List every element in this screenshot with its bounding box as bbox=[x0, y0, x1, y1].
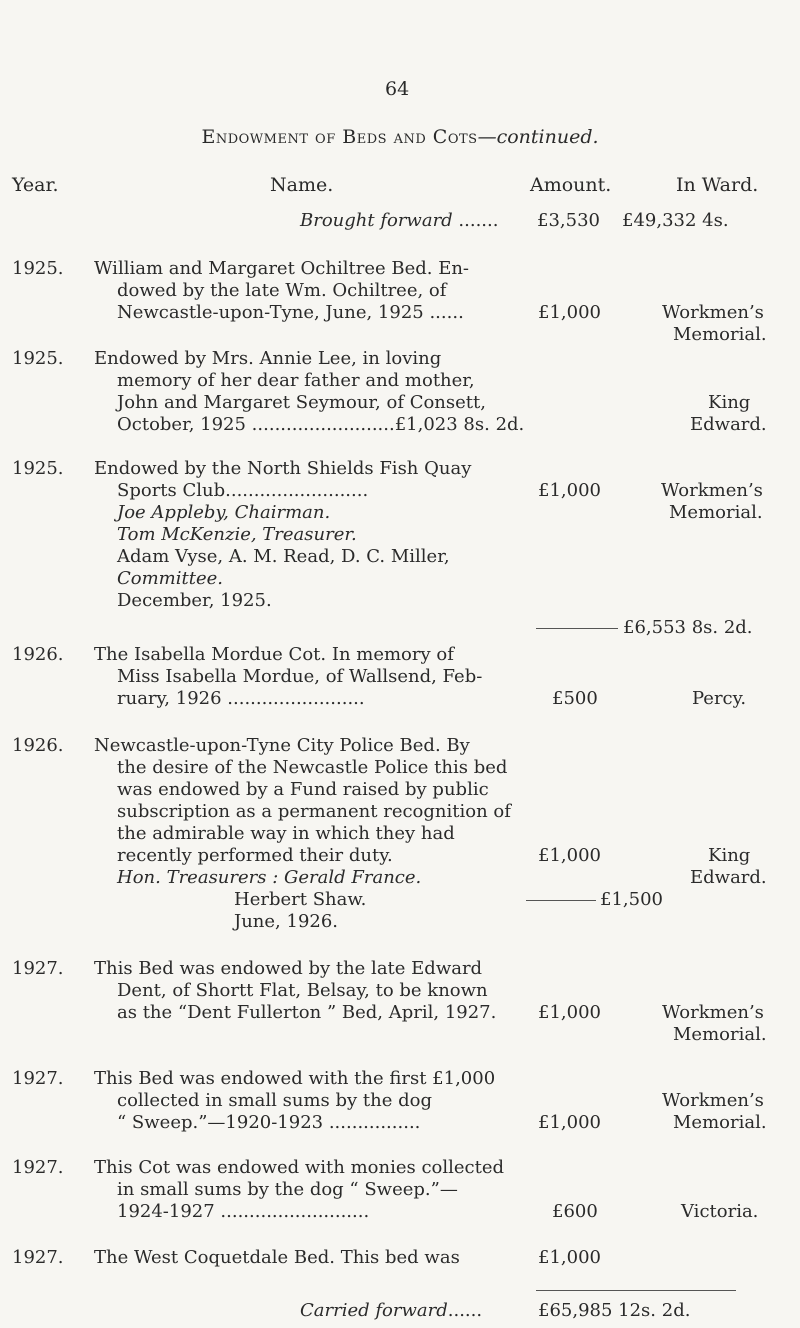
title-continued: —continued. bbox=[477, 126, 599, 148]
entry-ward: Workmen’s bbox=[661, 480, 763, 501]
entry-ward: Edward. bbox=[690, 867, 767, 888]
column-header-name: Name. bbox=[270, 174, 334, 196]
entry-amount: £1,000 bbox=[538, 845, 601, 866]
entry-description-line: ruary, 1926 ........................ bbox=[117, 688, 365, 709]
entry-description-line: the desire of the Newcastle Police this bed bbox=[117, 757, 508, 778]
carried-forward-total: £65,985 12s. 2d. bbox=[538, 1300, 691, 1321]
entry-ward: Workmen’s bbox=[662, 1090, 764, 1111]
entry-description-line: in small sums by the dog “ Sweep.”— bbox=[117, 1179, 458, 1200]
entry-description-line: Hon. Treasurers : Gerald France. bbox=[117, 867, 422, 888]
entry-description-line: Committee. bbox=[117, 568, 223, 589]
entry-description-line: Sports Club......................... bbox=[117, 480, 369, 501]
entry-description-line: June, 1926. bbox=[234, 911, 339, 932]
entry-description-line: 1924-1927 .......................... bbox=[117, 1201, 370, 1222]
entry-year: 1927. bbox=[12, 958, 64, 979]
entry-description-line: John and Margaret Seymour, of Consett, bbox=[117, 392, 486, 413]
entry-description-line: Endowed by Mrs. Annie Lee, in loving bbox=[94, 348, 442, 369]
brought-forward-label: Brought forward bbox=[300, 210, 453, 231]
entry-description-line: Newcastle-upon-Tyne, June, 1925 ...... bbox=[117, 302, 464, 323]
entry-year: 1925. bbox=[12, 348, 64, 369]
entry-ward: King bbox=[708, 392, 751, 413]
entry-ward: Workmen’s bbox=[662, 302, 764, 323]
entry-ward: King bbox=[708, 845, 751, 866]
entry-description-line: Adam Vyse, A. M. Read, D. C. Miller, bbox=[117, 546, 450, 567]
entry-description-line: This Bed was endowed with the first £1,000 bbox=[94, 1068, 496, 1089]
entry-description-line: William and Margaret Ochiltree Bed. En- bbox=[94, 258, 470, 279]
column-header-year: Year. bbox=[12, 174, 59, 196]
subtotal-rule bbox=[536, 628, 618, 629]
entry-subtotal: £1,500 bbox=[600, 889, 663, 910]
brought-forward-leader: ....... bbox=[452, 210, 499, 231]
entry-description-line: December, 1925. bbox=[117, 590, 272, 611]
entry-year: 1927. bbox=[12, 1247, 64, 1268]
entry-description-line: was endowed by a Fund raised by public bbox=[117, 779, 489, 800]
entry-description-line: Joe Appleby, Chairman. bbox=[117, 502, 331, 523]
subtotal-rule bbox=[526, 900, 596, 901]
entry-description-line: October, 1925 .........................£1,023 8s. 2d. bbox=[117, 414, 525, 435]
entry-ward: Memorial. bbox=[673, 324, 767, 345]
entry-description-line: Herbert Shaw. bbox=[234, 889, 367, 910]
entry-ward: Memorial. bbox=[669, 502, 763, 523]
entry-description-line: This Bed was endowed by the late Edward bbox=[94, 958, 483, 979]
entry-amount: £1,000 bbox=[538, 302, 601, 323]
entry-description-line: “ Sweep.”—1920-1923 ................ bbox=[117, 1112, 421, 1133]
entry-description-line: dowed by the late Wm. Ochiltree, of bbox=[117, 280, 447, 301]
entry-ward: Percy. bbox=[692, 688, 747, 709]
entry-amount: £1,000 bbox=[538, 1112, 601, 1133]
entry-amount: £600 bbox=[552, 1201, 598, 1222]
entry-description-line: the admirable way in which they had bbox=[117, 823, 455, 844]
entry-description-line: memory of her dear father and mother, bbox=[117, 370, 475, 391]
entry-description-line: Endowed by the North Shields Fish Quay bbox=[94, 458, 472, 479]
entry-description-line: Newcastle-upon-Tyne City Police Bed. By bbox=[94, 735, 470, 756]
entry-description-line: recently performed their duty. bbox=[117, 845, 393, 866]
carried-forward-leader: ...... bbox=[447, 1300, 483, 1321]
entry-ward: Edward. bbox=[690, 414, 767, 435]
page-title bbox=[0, 126, 800, 148]
brought-forward-total: £49,332 4s. bbox=[622, 210, 729, 231]
entry-ward: Memorial. bbox=[673, 1112, 767, 1133]
entry-year: 1926. bbox=[12, 735, 64, 756]
entry-description-line: Dent, of Shortt Flat, Belsay, to be known bbox=[117, 980, 488, 1001]
entry-ward: Victoria. bbox=[681, 1201, 759, 1222]
entry-description-line: subscription as a permanent recognition of bbox=[117, 801, 511, 822]
entry-subtotal: £6,553 8s. 2d. bbox=[623, 617, 753, 638]
entry-description-line: Miss Isabella Mordue, of Wallsend, Feb- bbox=[117, 666, 483, 687]
entry-ward: Workmen’s bbox=[662, 1002, 764, 1023]
entry-description-line: Tom McKenzie, Treasurer. bbox=[117, 524, 357, 545]
entry-amount: £1,000 bbox=[538, 480, 601, 501]
entry-description-line: The Isabella Mordue Cot. In memory of bbox=[94, 644, 454, 665]
entry-description-line: This Cot was endowed with monies collected bbox=[94, 1157, 505, 1178]
title-main: Endowment of Beds and Cots bbox=[201, 126, 478, 148]
entry-year: 1925. bbox=[12, 258, 64, 279]
entry-year: 1925. bbox=[12, 458, 64, 479]
column-header-ward: In Ward. bbox=[676, 174, 759, 196]
brought-forward-amount: £3,530 bbox=[537, 210, 600, 231]
entry-year: 1926. bbox=[12, 644, 64, 665]
column-header-amount: Amount. bbox=[530, 174, 612, 196]
entry-year: 1927. bbox=[12, 1068, 64, 1089]
page-number: 64 bbox=[385, 78, 410, 100]
entry-description-line: The West Coquetdale Bed. This bed was bbox=[94, 1247, 460, 1268]
entry-year: 1927. bbox=[12, 1157, 64, 1178]
carried-forward-label: Carried forward bbox=[300, 1300, 448, 1321]
entry-description-line: collected in small sums by the dog bbox=[117, 1090, 432, 1111]
entry-description-line: as the “Dent Fullerton ” Bed, April, 1927. bbox=[117, 1002, 497, 1023]
entry-amount: £1,000 bbox=[538, 1002, 601, 1023]
entry-amount: £1,000 bbox=[538, 1247, 601, 1268]
entry-ward: Memorial. bbox=[673, 1024, 767, 1045]
entry-amount: £500 bbox=[552, 688, 598, 709]
carried-forward-rule bbox=[536, 1290, 736, 1291]
